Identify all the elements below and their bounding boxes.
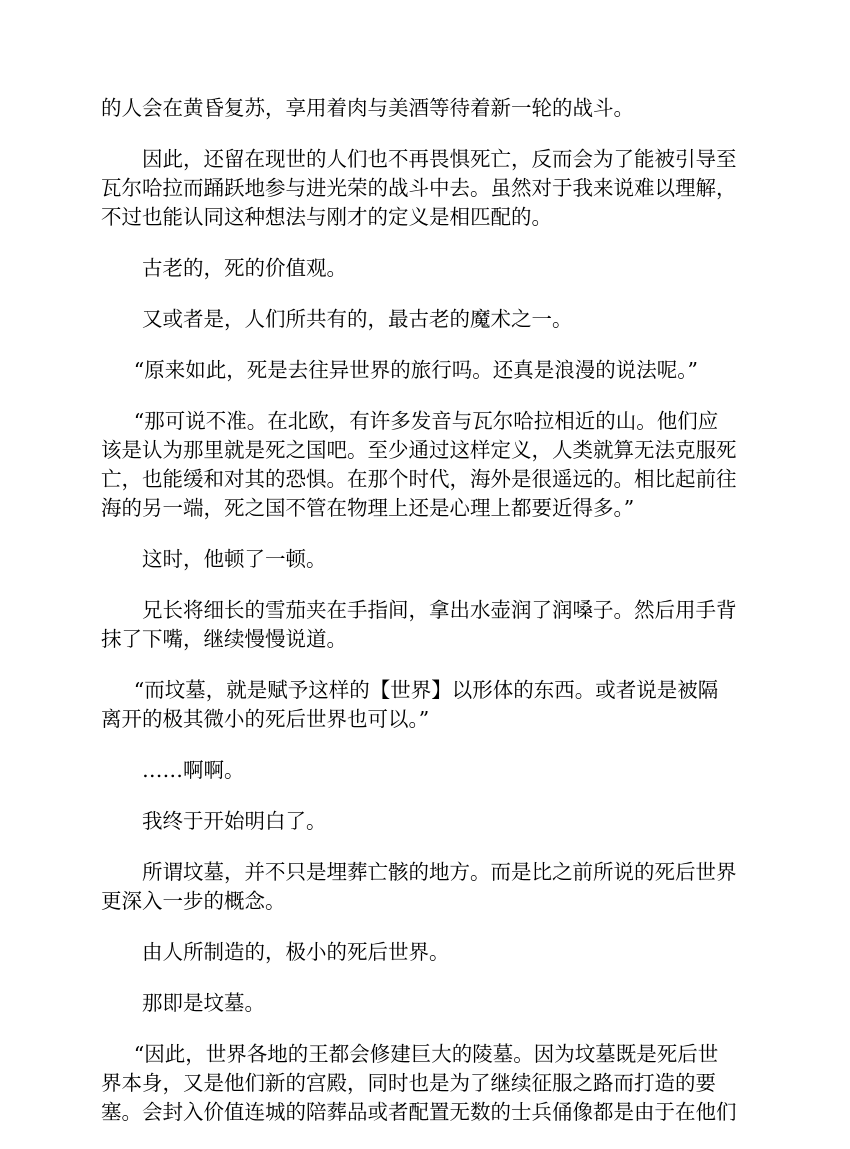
paragraph: 因此，还留在现世的人们也不再畏惧死亡，反而会为了能被引导至 瓦尔哈拉而踊跃地参与进光荣的战斗中去。虽然对于我来说难以理解， 不过也能认同这种想法与刚才的定义是相匹配的。: [101, 147, 737, 229]
dialogue-paragraph: “原来如此，死是去往异世界的旅行吗。还真是浪漫的说法呢。”: [133, 358, 699, 382]
paragraph: 我终于开始明白了。: [142, 809, 327, 833]
paragraph: 所谓坟墓，并不只是埋葬亡骸的地方。而是比之前所说的死后世界 更深入一步的概念。: [101, 860, 737, 913]
paragraph: 又或者是，人们所共有的，最古老的魔术之一。: [142, 307, 573, 331]
dialogue-paragraph: “因此，世界各地的王都会修建巨大的陵墓。因为坟墓既是死后世 界本身，又是他们新的宫殿，同时也是为了继续征服之路而打造的要 塞。会封入价值连城的陪葬品或者配置无数的士兵俑像都是由于在他们: [101, 1042, 737, 1124]
paragraph: ……啊啊。: [142, 758, 245, 782]
paragraph: 兄长将细长的雪茄夹在手指间，拿出水壶润了润嗓子。然后用手背 抹了下嘴，继续慢慢说道。: [101, 598, 737, 651]
paragraph: 那即是坟墓。: [142, 991, 265, 1015]
paragraph: 的人会在黄昏复苏，享用着肉与美酒等待着新一轮的战斗。: [101, 96, 634, 120]
paragraph: 古老的，死的价值观。: [142, 256, 347, 280]
paragraph: 这时，他顿了一顿。: [142, 547, 327, 571]
dialogue-paragraph: “而坟墓，就是赋予这样的【世界】以形体的东西。或者说是被隔 离开的极其微小的死后世界也可以。”: [101, 678, 719, 731]
dialogue-paragraph: “那可说不准。在北欧，有许多发音与瓦尔哈拉相近的山。他们应 该是认为那里就是死之国吧。至少通过这样定义，人类就算无法克服死 亡，也能缓和对其的恐惧。在那个时代，海外是很遥远的。相比起前往 海的另一端，死之国不管在物理上还是心理上都要近得多。”: [101, 409, 737, 520]
paragraph: 由人所制造的，极小的死后世界。: [142, 940, 450, 964]
body-text: [101, 94, 773, 1149]
